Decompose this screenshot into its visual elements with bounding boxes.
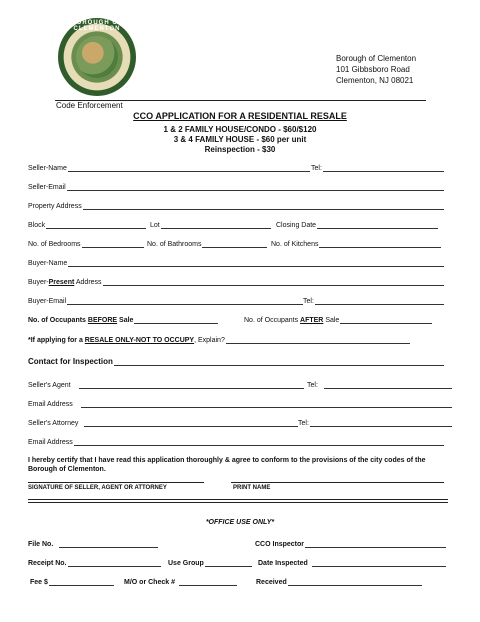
signature-label: SIGNATURE OF SELLER, AGENT OR ATTORNEY: [28, 485, 167, 491]
block-label: Block: [28, 222, 46, 229]
use-group-line[interactable]: [205, 559, 252, 567]
resale-explain-line[interactable]: [226, 336, 410, 344]
seller-tel-label: Tel:: [311, 165, 322, 172]
block-line[interactable]: [46, 221, 146, 229]
property-address-field[interactable]: [28, 201, 444, 210]
attorney-tel-label: Tel:: [298, 420, 309, 427]
fee-line[interactable]: [49, 578, 114, 586]
occupants-after-line[interactable]: [340, 316, 432, 324]
mo-check-field[interactable]: [124, 577, 237, 586]
sellers-agent-line[interactable]: [79, 381, 304, 389]
office-use-heading: *OFFICE USE ONLY*: [205, 519, 275, 526]
fee-schedule: [0, 125, 480, 155]
agent-tel-line[interactable]: [324, 381, 452, 389]
attorney-tel-field[interactable]: [298, 418, 452, 427]
sellers-agent-label: Seller's Agent: [28, 382, 71, 389]
buyer-email-label: Buyer-Email: [28, 298, 67, 305]
divider-rule-1: [28, 499, 448, 500]
mo-check-label: M/O or Check #: [124, 579, 175, 586]
seller-name-label: Seller-Name: [28, 165, 67, 172]
lot-label: Lot: [150, 222, 160, 229]
kitchens-label: No. of Kitchens: [271, 241, 319, 248]
date-inspected-field[interactable]: [258, 558, 446, 567]
kitchens-line[interactable]: [319, 240, 441, 248]
seller-email-line[interactable]: [67, 183, 444, 191]
sellers-attorney-label: Seller's Attorney: [28, 420, 79, 427]
attorney-tel-line[interactable]: [310, 419, 452, 427]
seller-email-field[interactable]: [28, 182, 444, 191]
agent-email-label: Email Address: [28, 401, 73, 408]
receipt-no-label: Receipt No.: [28, 560, 67, 567]
seller-name-field[interactable]: [28, 163, 310, 172]
received-line[interactable]: [288, 578, 422, 586]
mo-check-line[interactable]: [179, 578, 237, 586]
file-no-line[interactable]: [59, 540, 158, 548]
property-address-line[interactable]: [83, 202, 444, 210]
divider-rule-2: [28, 502, 448, 503]
receipt-no-field[interactable]: [28, 558, 161, 567]
fee-field[interactable]: [30, 577, 114, 586]
buyer-present-address-line[interactable]: [103, 278, 444, 286]
seal-lettering: BOROUGH OF CLEMENTON: [71, 20, 123, 32]
bathrooms-line[interactable]: [202, 240, 267, 248]
sellers-agent-field[interactable]: [28, 380, 304, 389]
buyer-name-label: Buyer-Name: [28, 260, 68, 267]
bathrooms-field[interactable]: [147, 239, 267, 248]
address-line-3: Clementon, NJ 08021: [336, 76, 414, 85]
date-inspected-line[interactable]: [312, 559, 446, 567]
buyer-present-address-label: Buyer-Present Address: [28, 279, 102, 286]
buyer-tel-label: Tel:: [303, 298, 314, 305]
cco-inspector-field[interactable]: [255, 539, 446, 548]
sellers-attorney-line[interactable]: [84, 419, 298, 427]
closing-date-field[interactable]: [276, 220, 438, 229]
address-block: [336, 53, 416, 86]
fee-label: Fee $: [30, 579, 48, 586]
buyer-name-line[interactable]: [68, 259, 444, 267]
seal-emblem: [76, 36, 118, 78]
received-field[interactable]: [256, 577, 422, 586]
seller-tel-field[interactable]: [311, 163, 444, 172]
file-no-label: File No.: [28, 541, 54, 548]
fee-line-2: 3 & 4 FAMILY HOUSE - $60 per unit: [173, 135, 307, 144]
closing-date-line[interactable]: [317, 221, 438, 229]
use-group-label: Use Group: [168, 560, 204, 567]
occupants-after-field[interactable]: [244, 315, 432, 324]
file-no-field[interactable]: [28, 539, 158, 548]
bathrooms-label: No. of Bathrooms: [147, 241, 202, 248]
attorney-email-label: Email Address: [28, 439, 73, 446]
buyer-tel-line[interactable]: [315, 297, 444, 305]
print-name-label: PRINT NAME: [233, 485, 271, 491]
occupants-before-line[interactable]: [134, 316, 218, 324]
certification-text: I hereby certify that I have read this application thoroughly & agree to conform to the provisions of the city codes of the Borough of Clementon.: [28, 457, 426, 473]
buyer-email-line[interactable]: [67, 297, 303, 305]
resale-explain-field[interactable]: [28, 335, 410, 344]
form-title: CCO APPLICATION FOR A RESIDENTIAL RESALE: [133, 111, 347, 121]
bedrooms-field[interactable]: [28, 239, 144, 248]
fee-line-1: 1 & 2 FAMILY HOUSE/CONDO - $60/$120: [163, 125, 317, 134]
lot-line[interactable]: [161, 221, 271, 229]
use-group-field[interactable]: [168, 558, 252, 567]
agent-tel-label: Tel:: [307, 382, 318, 389]
signature-line[interactable]: [28, 482, 204, 483]
receipt-no-line[interactable]: [68, 559, 161, 567]
agent-tel-field[interactable]: [307, 380, 452, 389]
attorney-email-field[interactable]: [28, 437, 444, 446]
property-address-label: Property Address: [28, 203, 82, 210]
date-inspected-label: Date Inspected: [258, 560, 308, 567]
cco-inspector-line[interactable]: [305, 540, 446, 548]
address-line-1: Borough of Clementon: [336, 54, 417, 63]
buyer-name-field[interactable]: [28, 258, 444, 267]
sellers-attorney-field[interactable]: [28, 418, 298, 427]
buyer-tel-field[interactable]: [303, 296, 444, 305]
seller-email-label: Seller-Email: [28, 184, 66, 191]
contact-heading-rule: [114, 358, 444, 366]
attorney-email-line[interactable]: [74, 438, 444, 446]
contact-heading-row: [28, 356, 444, 366]
borough-seal: [58, 18, 136, 96]
occupants-before-field[interactable]: [28, 315, 218, 324]
bedrooms-label: No. of Bedrooms: [28, 241, 81, 248]
contact-heading: Contact for Inspection: [28, 357, 113, 366]
kitchens-field[interactable]: [271, 239, 441, 248]
department-label: Code Enforcement: [56, 101, 123, 110]
agent-email-field[interactable]: [28, 399, 452, 408]
seller-tel-line[interactable]: [323, 164, 444, 172]
cco-inspector-label: CCO Inspector: [255, 541, 305, 548]
buyer-email-field[interactable]: [28, 296, 303, 305]
lot-field[interactable]: [150, 220, 271, 229]
bedrooms-line[interactable]: [82, 240, 144, 248]
buyer-present-address-field[interactable]: [28, 277, 444, 286]
fee-line-3: Reinspection - $30: [204, 145, 276, 154]
closing-date-label: Closing Date: [276, 222, 317, 229]
occupants-after-label: No. of Occupants AFTER Sale: [244, 317, 340, 324]
agent-email-line[interactable]: [81, 400, 452, 408]
seller-name-line[interactable]: [68, 164, 310, 172]
address-line-2: 101 Gibbsboro Road: [336, 65, 410, 74]
block-field[interactable]: [28, 220, 146, 229]
occupants-before-label: No. of Occupants BEFORE Sale: [28, 317, 134, 324]
received-label: Received: [256, 579, 287, 586]
resale-explain-label: *If applying for a RESALE ONLY-NOT TO OCCUPY, Explain?: [28, 337, 225, 344]
print-name-line[interactable]: [231, 482, 444, 483]
